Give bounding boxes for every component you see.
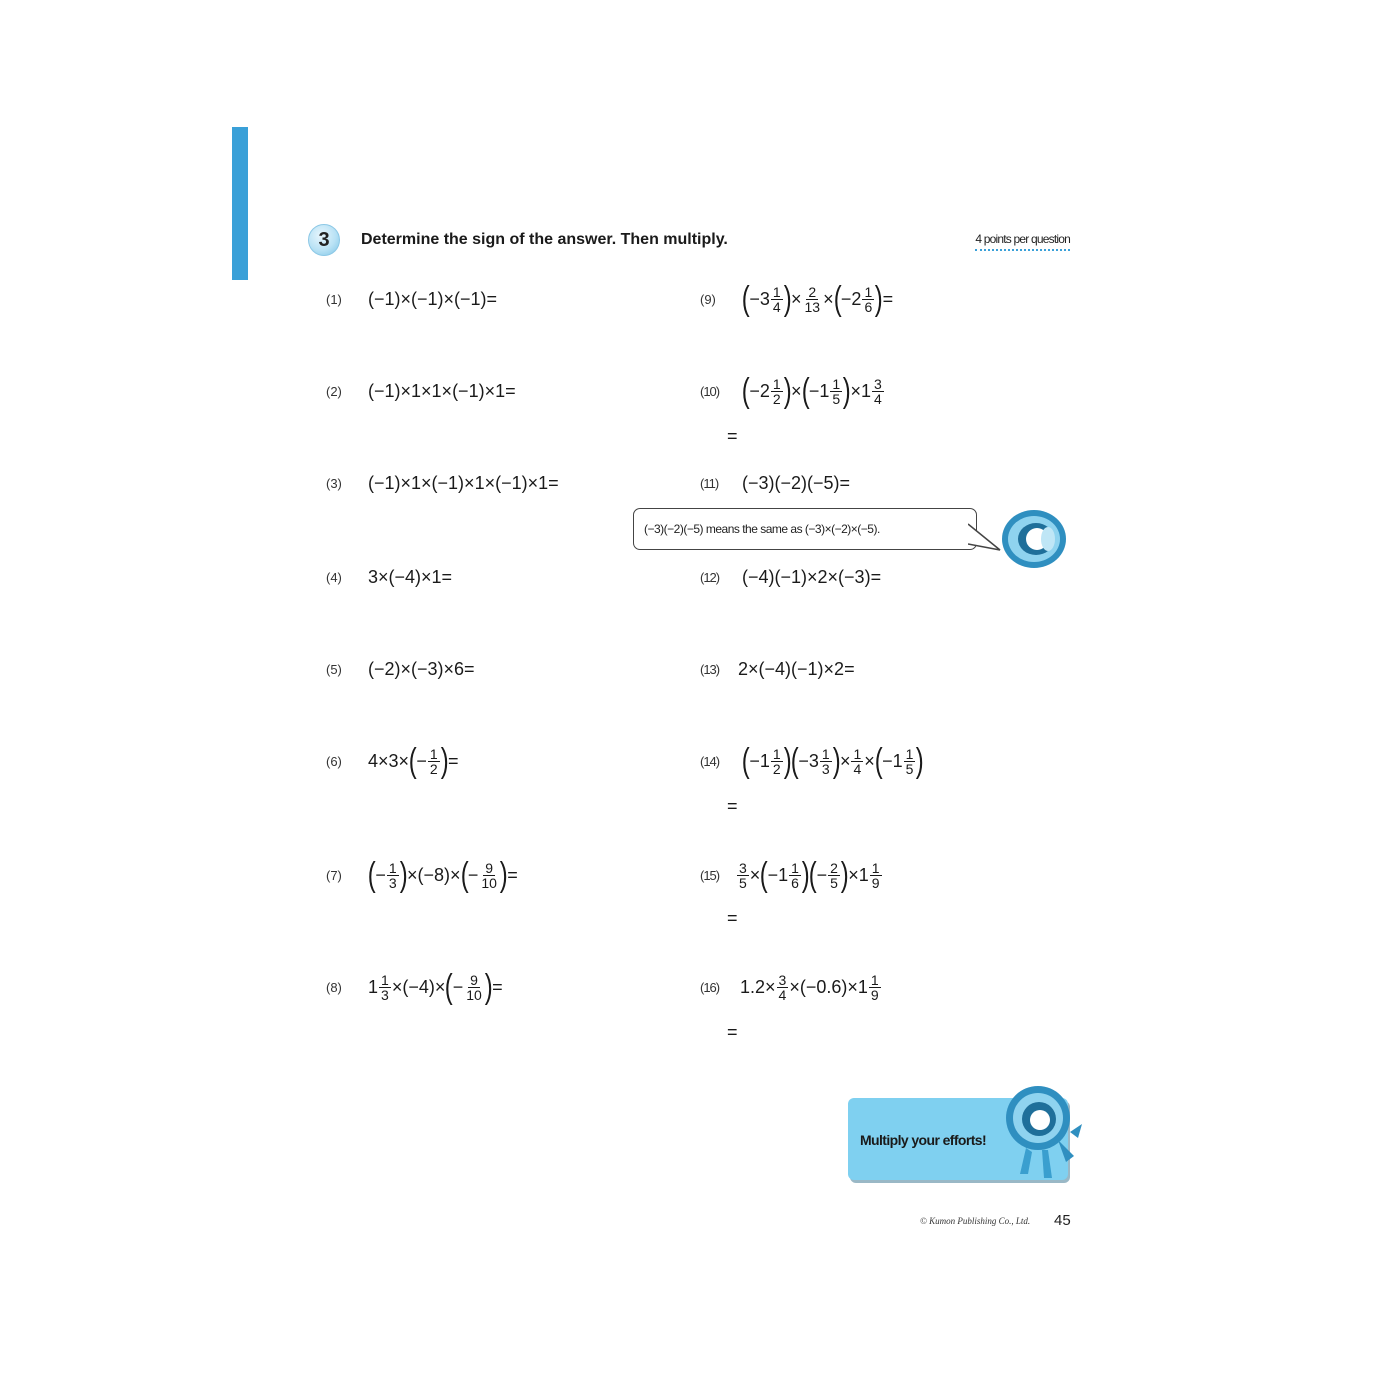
- question-number: (6): [326, 753, 342, 769]
- expr-part: =: [492, 976, 503, 997]
- expression: [742, 744, 924, 778]
- numerator: 1: [772, 283, 781, 300]
- expr-part: −2: [749, 380, 770, 401]
- paren-open: (: [741, 372, 750, 410]
- question-3: [326, 458, 559, 508]
- question-number: (7): [326, 867, 342, 883]
- question-9: [700, 274, 893, 324]
- expression: [736, 858, 883, 892]
- expr-part: −2: [840, 288, 862, 309]
- section-number-badge: 3: [308, 224, 340, 256]
- question-number: (5): [326, 661, 342, 677]
- expression: (−3)(−2)(−5)=: [742, 472, 851, 493]
- question-6: [326, 736, 459, 786]
- expression: (−1)×(−1)×(−1)=: [368, 288, 498, 309]
- numerator: 1: [832, 375, 841, 392]
- expr-part: ×: [839, 750, 851, 771]
- expr-part: ×1: [848, 864, 869, 885]
- hint-callout: (−3)(−2)(−5) means the same as (−3)×(−2)×(−5).: [633, 508, 977, 550]
- expr-part: −: [467, 864, 479, 885]
- question-number: (13): [700, 661, 720, 677]
- question-number: (12): [700, 569, 720, 585]
- fraction: [387, 861, 399, 890]
- numerator: 9: [470, 971, 478, 988]
- expr-part: ×: [864, 750, 875, 771]
- denominator: 4: [772, 298, 781, 315]
- question-7: [326, 850, 518, 900]
- sidebar-accent-bar: [232, 127, 248, 280]
- expr-part: ×: [749, 864, 761, 885]
- paren-close: ): [499, 856, 508, 894]
- denominator: 2: [772, 760, 781, 777]
- numerator: 1: [821, 745, 830, 762]
- expr-part: ×: [790, 288, 802, 309]
- question-14: [700, 736, 924, 786]
- question-number: (9): [700, 291, 716, 307]
- fraction: [777, 973, 789, 1002]
- paren-open: (: [367, 856, 376, 894]
- denominator: 4: [778, 986, 787, 1003]
- numerator: 1: [870, 971, 879, 988]
- expr-part: ×(−8)×: [406, 864, 461, 885]
- numerator: 1: [429, 745, 438, 762]
- numerator: 3: [739, 859, 747, 876]
- points-per-question: 4 points per question: [975, 232, 1070, 251]
- paren-open: (: [460, 856, 469, 894]
- expression: [742, 374, 885, 408]
- numerator: 1: [905, 745, 914, 762]
- expr-part: ×: [790, 380, 802, 401]
- fraction: [869, 973, 881, 1002]
- denominator: 3: [381, 986, 389, 1003]
- question-13: [700, 644, 855, 694]
- numerator: 1: [381, 971, 389, 988]
- fraction: [820, 747, 832, 776]
- question-number: (8): [326, 979, 342, 995]
- paren-close: ): [874, 280, 883, 318]
- question-2: [326, 366, 516, 416]
- expr-part: −1: [749, 750, 770, 771]
- numerator: 1: [853, 745, 862, 762]
- paren-close: ): [783, 372, 792, 410]
- expr-part: −: [416, 750, 427, 771]
- numerator: 1: [871, 859, 880, 876]
- question-15: [700, 850, 883, 900]
- expression: (−2)×(−3)×6=: [368, 658, 475, 679]
- paren-open: (: [801, 372, 810, 410]
- expr-part: −3: [798, 750, 819, 771]
- fraction: [771, 747, 783, 776]
- paren-open: (: [808, 856, 817, 894]
- fraction: [479, 861, 499, 890]
- expr-part: 1.2×: [740, 976, 776, 997]
- expr-part: ×(−4)×: [391, 976, 446, 997]
- denominator: 9: [870, 986, 879, 1003]
- expression: 3×(−4)×1=: [368, 566, 453, 587]
- denominator: 3: [388, 874, 397, 891]
- fraction: [870, 861, 882, 890]
- expr-part: −1: [882, 750, 903, 771]
- fraction: [851, 747, 863, 776]
- mascot-icon: [998, 1082, 1084, 1184]
- fraction: [737, 861, 749, 890]
- fraction: [428, 747, 440, 776]
- question-1: [326, 274, 497, 324]
- page-number: 45: [1054, 1212, 1071, 1229]
- expression: [740, 973, 882, 1002]
- paren-open: (: [790, 742, 799, 780]
- paren-close: ): [801, 856, 810, 894]
- denominator: 10: [466, 986, 482, 1003]
- numerator: 9: [485, 859, 494, 876]
- section-header: [308, 224, 1080, 260]
- expression: 2×(−4)(−1)×2=: [738, 658, 855, 679]
- numerator: 1: [791, 859, 799, 876]
- paren-close: ): [783, 742, 792, 780]
- paren-open: (: [445, 968, 453, 1006]
- expr-part: −3: [749, 288, 770, 309]
- question-4: [326, 552, 452, 602]
- question-number: (1): [326, 291, 342, 307]
- paren-close: ): [399, 856, 408, 894]
- expr-part: ×1: [850, 380, 872, 401]
- paren-close: ): [916, 742, 925, 780]
- expr-part: −: [375, 864, 386, 885]
- expr-part: ×(−0.6)×1: [789, 976, 868, 997]
- paren-open: (: [408, 742, 417, 780]
- denominator: 10: [481, 874, 497, 891]
- paren-close: ): [484, 968, 493, 1006]
- fraction: [872, 377, 884, 406]
- paren-close: ): [440, 742, 449, 780]
- numerator: 1: [772, 375, 781, 392]
- expression: (−1)×1×1×(−1)×1=: [368, 380, 516, 401]
- paren-open: (: [833, 280, 842, 318]
- denominator: 9: [871, 874, 880, 891]
- answer-equals: =: [727, 796, 738, 816]
- fraction: [828, 861, 840, 890]
- fraction: [803, 285, 823, 314]
- question-12: [700, 552, 881, 602]
- answer-equals: =: [727, 908, 738, 928]
- expr-part: 4×3×: [368, 750, 410, 771]
- expr-part: 1: [368, 976, 379, 997]
- paren-close: ): [840, 856, 849, 894]
- fraction: [771, 377, 783, 406]
- question-number: (14): [700, 753, 720, 769]
- numerator: 2: [830, 859, 838, 876]
- numerator: 1: [772, 745, 781, 762]
- question-number: (15): [700, 867, 720, 883]
- denominator: 2: [772, 390, 781, 407]
- question-5: [326, 644, 475, 694]
- question-number: (16): [700, 979, 720, 995]
- paren-close: ): [842, 372, 851, 410]
- expr-part: −: [452, 976, 464, 997]
- question-number: (4): [326, 569, 342, 585]
- numerator: 1: [864, 283, 873, 300]
- denominator: 6: [791, 874, 799, 891]
- expr-part: =: [448, 750, 459, 771]
- paren-close: ): [783, 280, 792, 318]
- question-11: [700, 458, 850, 508]
- numerator: 3: [778, 971, 787, 988]
- numerator: 3: [874, 375, 882, 392]
- denominator: 5: [830, 874, 838, 891]
- question-16: [700, 962, 882, 1012]
- fraction: [771, 285, 783, 314]
- paren-open: (: [760, 856, 768, 894]
- numerator: 1: [388, 859, 397, 876]
- paren-close: ): [832, 742, 841, 780]
- expr-part: −1: [808, 380, 830, 401]
- expr-part: −1: [767, 864, 789, 885]
- fraction: [464, 973, 484, 1002]
- expression: [742, 282, 893, 316]
- question-number: (2): [326, 383, 342, 399]
- fraction: [789, 861, 801, 890]
- section-instructions: Determine the sign of the answer. Then multiply.: [361, 231, 728, 248]
- copyright-notice: © Kumon Publishing Co., Ltd.: [920, 1216, 1031, 1226]
- expression: [368, 744, 459, 778]
- expression: [368, 858, 518, 892]
- expr-part: −: [816, 864, 828, 885]
- fraction: [904, 747, 916, 776]
- mascot-icon: [996, 508, 1068, 570]
- denominator: 3: [821, 760, 830, 777]
- answer-equals: =: [727, 426, 738, 446]
- fraction: [862, 285, 874, 314]
- denominator: 5: [739, 874, 747, 891]
- denominator: 4: [853, 760, 862, 777]
- question-8: [326, 962, 503, 1012]
- question-number: (11): [700, 475, 719, 491]
- expr-part: =: [507, 864, 518, 885]
- paren-open: (: [741, 742, 750, 780]
- numerator: 2: [808, 283, 817, 300]
- denominator: 5: [905, 760, 914, 777]
- denominator: 4: [874, 390, 882, 407]
- expression: (−4)(−1)×2×(−3)=: [742, 566, 882, 587]
- question-10: [700, 366, 885, 416]
- expression: [368, 970, 503, 1004]
- expression: (−1)×1×(−1)×1×(−1)×1=: [368, 472, 559, 493]
- denominator: 5: [832, 390, 841, 407]
- expr-part: =: [882, 288, 894, 309]
- question-number: (10): [700, 383, 720, 399]
- question-number: (3): [326, 475, 342, 491]
- expr-part: ×: [823, 288, 834, 309]
- denominator: 13: [804, 298, 821, 315]
- paren-open: (: [874, 742, 883, 780]
- fraction: [830, 377, 842, 406]
- denominator: 2: [429, 760, 438, 777]
- encouragement-text: Multiply your efforts!: [860, 1132, 987, 1148]
- fraction: [379, 973, 391, 1002]
- answer-equals: =: [727, 1022, 738, 1042]
- denominator: 6: [864, 298, 873, 315]
- paren-open: (: [741, 280, 750, 318]
